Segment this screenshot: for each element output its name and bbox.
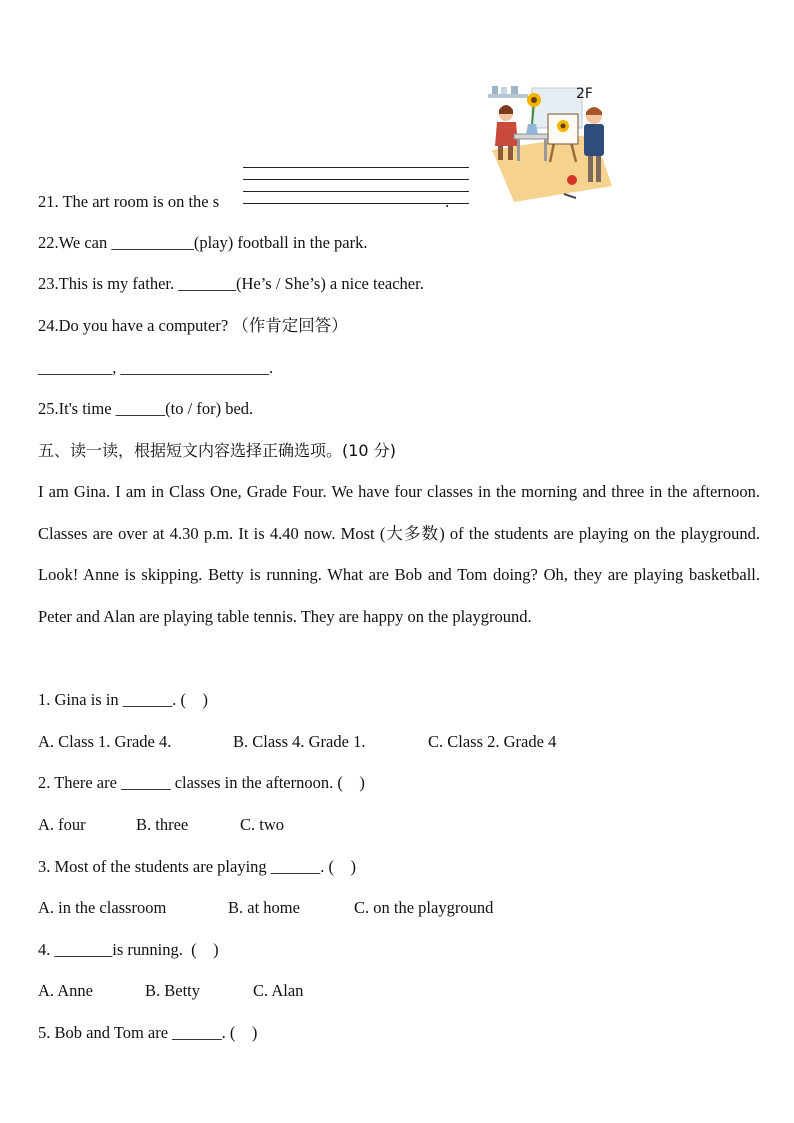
mcq-4-options [38,980,303,1002]
mcq-2-question: 2. There are ______ classes in the afternoon. ( ) [38,773,365,792]
floor-label: 2F [576,86,593,102]
mcq-4-option-c: C. Alan [253,981,304,1000]
mcq-1-option-a: A. Class 1. Grade 4. [38,732,172,751]
reading-passage: I am Gina. I am in Class One, Grade Four. We have four classes in the morning and three in the afternoon. Classes are over at 4.30 p.m. It is 4.40 now. Most (大多数) of the students are playing on the playground. Look! Anne is skipping. Betty is running. What are Bob and Tom doing? Oh, they are playing basketball. Peter and Alan are playing table tennis. They are happy on the playground. [38,482,760,626]
mcq-3-question: 3. Most of the students are playing ______. ( ) [38,857,357,876]
mcq-2-options [38,814,284,836]
question-25: 25.It's time ______(to / for) bed. [38,399,254,418]
question-21-text: 21. The art room is on the s [38,192,220,211]
art-room-illustration [484,84,614,208]
section-5-heading: 五、读一读，根据短文内容选择正确选项。(10 分) [38,441,396,460]
question-22: 22.We can __________(play) football in the park. [38,233,368,252]
mcq-3-option-a: A. in the classroom [38,898,167,917]
mcq-1-option-c: C. Class 2. Grade 4 [428,732,557,751]
mcq-3-option-b: B. at home [228,898,300,917]
question-23: 23.This is my father. _______(He’s / She’s) a nice teacher. [38,274,424,293]
mcq-3-options [38,897,493,919]
question-24: 24.Do you have a computer? （作肯定回答） [38,316,348,335]
mcq-1-options [38,731,556,753]
question-21 [38,191,449,213]
mcq-4-option-a: A. Anne [38,981,93,1000]
mcq-5-question: 5. Bob and Tom are ______. ( ) [38,1023,258,1042]
question-21-end: . [445,192,450,211]
question-24-answer-line: _________, __________________. [38,358,274,377]
mcq-2-option-b: B. three [136,815,189,834]
mcq-1-option-b: B. Class 4. Grade 1. [233,732,366,751]
mcq-1-question: 1. Gina is in ______. ( ) [38,690,209,709]
mcq-4-option-b: B. Betty [145,981,201,1000]
mcq-3-option-c: C. on the playground [354,898,494,917]
mcq-2-option-a: A. four [38,815,86,834]
mcq-4-question: 4. _______is running. ( ) [38,940,219,959]
mcq-2-option-c: C. two [240,815,285,834]
